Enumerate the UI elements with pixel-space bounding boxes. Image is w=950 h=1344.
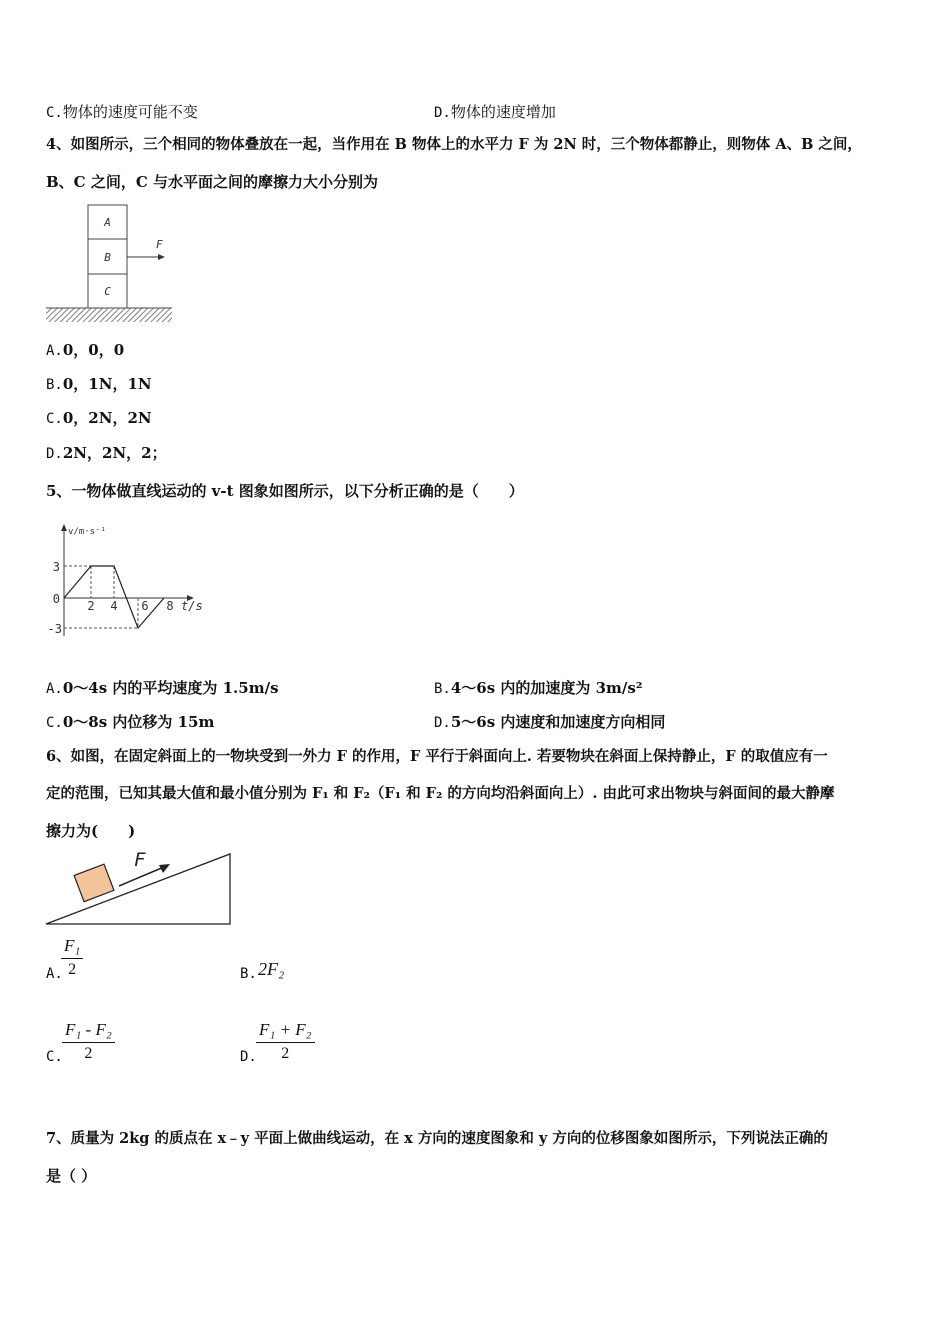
denominator: 2 bbox=[68, 961, 77, 978]
option-text: 0，0，0 bbox=[62, 341, 125, 359]
option-text: 0～4s 内的平均速度为 1.5m/s bbox=[62, 679, 279, 697]
q6-option-a-fraction bbox=[61, 936, 83, 979]
q6-stem-line1: 6、如图，在固定斜面上的一物块受到一外力 F 的作用，F 平行于斜面向上. 若要物块在斜面上保持静止，F 的取值应有一 bbox=[46, 748, 828, 765]
x-tick-6: 6 bbox=[141, 599, 149, 613]
fraction-bar bbox=[61, 958, 83, 959]
numerator: F₁ + F₂ bbox=[259, 1020, 312, 1039]
option-letter: C. bbox=[46, 105, 63, 121]
option-letter: C. bbox=[46, 715, 63, 731]
force-label: F bbox=[156, 238, 163, 251]
option-text: 2N，2N，2； bbox=[62, 444, 167, 462]
q7-stem-line2: 是（ ） bbox=[46, 1167, 97, 1185]
option-letter: D. bbox=[434, 105, 451, 121]
force-arrowhead bbox=[158, 254, 165, 260]
option-letter: B. bbox=[46, 377, 63, 393]
q6-option-d-fraction bbox=[256, 1020, 315, 1063]
option-text: 物体的速度可能不变 bbox=[62, 103, 198, 121]
option-text: 物体的速度增加 bbox=[450, 103, 556, 121]
option-text: 0，2N，2N bbox=[62, 409, 152, 427]
denominator: 2 bbox=[84, 1045, 93, 1062]
q6-option-a-letter: A. bbox=[46, 966, 63, 982]
option-letter: B. bbox=[434, 681, 451, 697]
ground-hatch bbox=[46, 308, 172, 322]
option-text: 5～6s 内速度和加速度方向相同 bbox=[450, 713, 666, 731]
q5-option-c bbox=[46, 712, 214, 733]
option-letter: D. bbox=[46, 446, 63, 462]
y-tick-3: 3 bbox=[52, 560, 60, 574]
q6-option-b-expr: 2F₂ bbox=[258, 959, 285, 979]
block-c-label: C bbox=[104, 285, 111, 298]
q5-vt-graph bbox=[40, 518, 215, 643]
t-axis-label: t/s bbox=[181, 599, 203, 613]
q5-stem: 5、一物体做直线运动的 v-t 图象如图所示，以下分析正确的是（ ） bbox=[46, 482, 524, 500]
option-letter: A. bbox=[46, 681, 63, 697]
q4-stem-line1: 4、如图所示，三个相同的物体叠放在一起，当作用在 B 物体上的水平力 F 为 2N 时，三个物体都静止，则物体 A、B 之间， bbox=[46, 136, 862, 153]
q6-option-c-fraction bbox=[62, 1020, 115, 1063]
q3-option-d bbox=[434, 102, 556, 123]
option-text: 4～6s 内的加速度为 3m/s² bbox=[450, 679, 643, 697]
q4-stacked-blocks-figure bbox=[44, 202, 178, 326]
x-tick-2: 2 bbox=[87, 599, 95, 613]
v-axis-label: v/m·s⁻¹ bbox=[68, 527, 106, 537]
fraction-bar bbox=[62, 1042, 115, 1043]
q5-option-b bbox=[434, 678, 642, 699]
option-letter: A. bbox=[46, 343, 63, 359]
block-b-label: B bbox=[104, 251, 111, 264]
q4-option-d bbox=[46, 443, 167, 464]
option-text: 0，1N，1N bbox=[62, 375, 152, 393]
q7-stem-line1: 7、质量为 2kg 的质点在 x﹣y 平面上做曲线运动，在 x 方向的速度图象和 y 方向的位移图象如图所示，下列说法正确的 bbox=[46, 1130, 828, 1147]
numerator: F₁ bbox=[64, 936, 81, 955]
q4-stem-line2: B、C 之间，C 与水平面之间的摩擦力大小分别为 bbox=[46, 173, 379, 191]
q4-option-a bbox=[46, 340, 124, 361]
option-letter: C. bbox=[46, 411, 63, 427]
q3-option-c bbox=[46, 102, 198, 123]
fraction-bar bbox=[256, 1042, 315, 1043]
force-label: F bbox=[134, 849, 146, 871]
q6-option-d-letter: D. bbox=[240, 1049, 257, 1065]
q6-stem-line2: 定的范围，已知其最大值和最小值分别为 F₁ 和 F₂（F₁ 和 F₂ 的方向均沿斜面向上）. 由此可求出物块与斜面间的最大静摩 bbox=[46, 785, 835, 802]
x-tick-8: 8 bbox=[166, 599, 174, 613]
denominator: 2 bbox=[281, 1045, 290, 1062]
x-tick-4: 4 bbox=[110, 599, 118, 613]
q6-stem-line3: 擦力为( ) bbox=[46, 822, 136, 840]
y-tick-neg3: -3 bbox=[47, 622, 62, 636]
q4-option-c bbox=[46, 408, 152, 429]
block bbox=[74, 864, 114, 902]
q4-option-b bbox=[46, 374, 152, 395]
block-a-label: A bbox=[104, 216, 111, 229]
q6-option-b-letter: B. bbox=[240, 966, 257, 982]
v-axis-arrow bbox=[61, 524, 67, 531]
numerator: F₁ - F₂ bbox=[65, 1020, 112, 1039]
q6-option-c-letter: C. bbox=[46, 1049, 63, 1065]
q5-option-d bbox=[434, 712, 665, 733]
y-tick-0: 0 bbox=[52, 592, 60, 606]
q6-incline-figure bbox=[44, 848, 236, 928]
q5-option-a bbox=[46, 678, 279, 699]
option-text: 0～8s 内位移为 15m bbox=[62, 713, 215, 731]
option-letter: D. bbox=[434, 715, 451, 731]
